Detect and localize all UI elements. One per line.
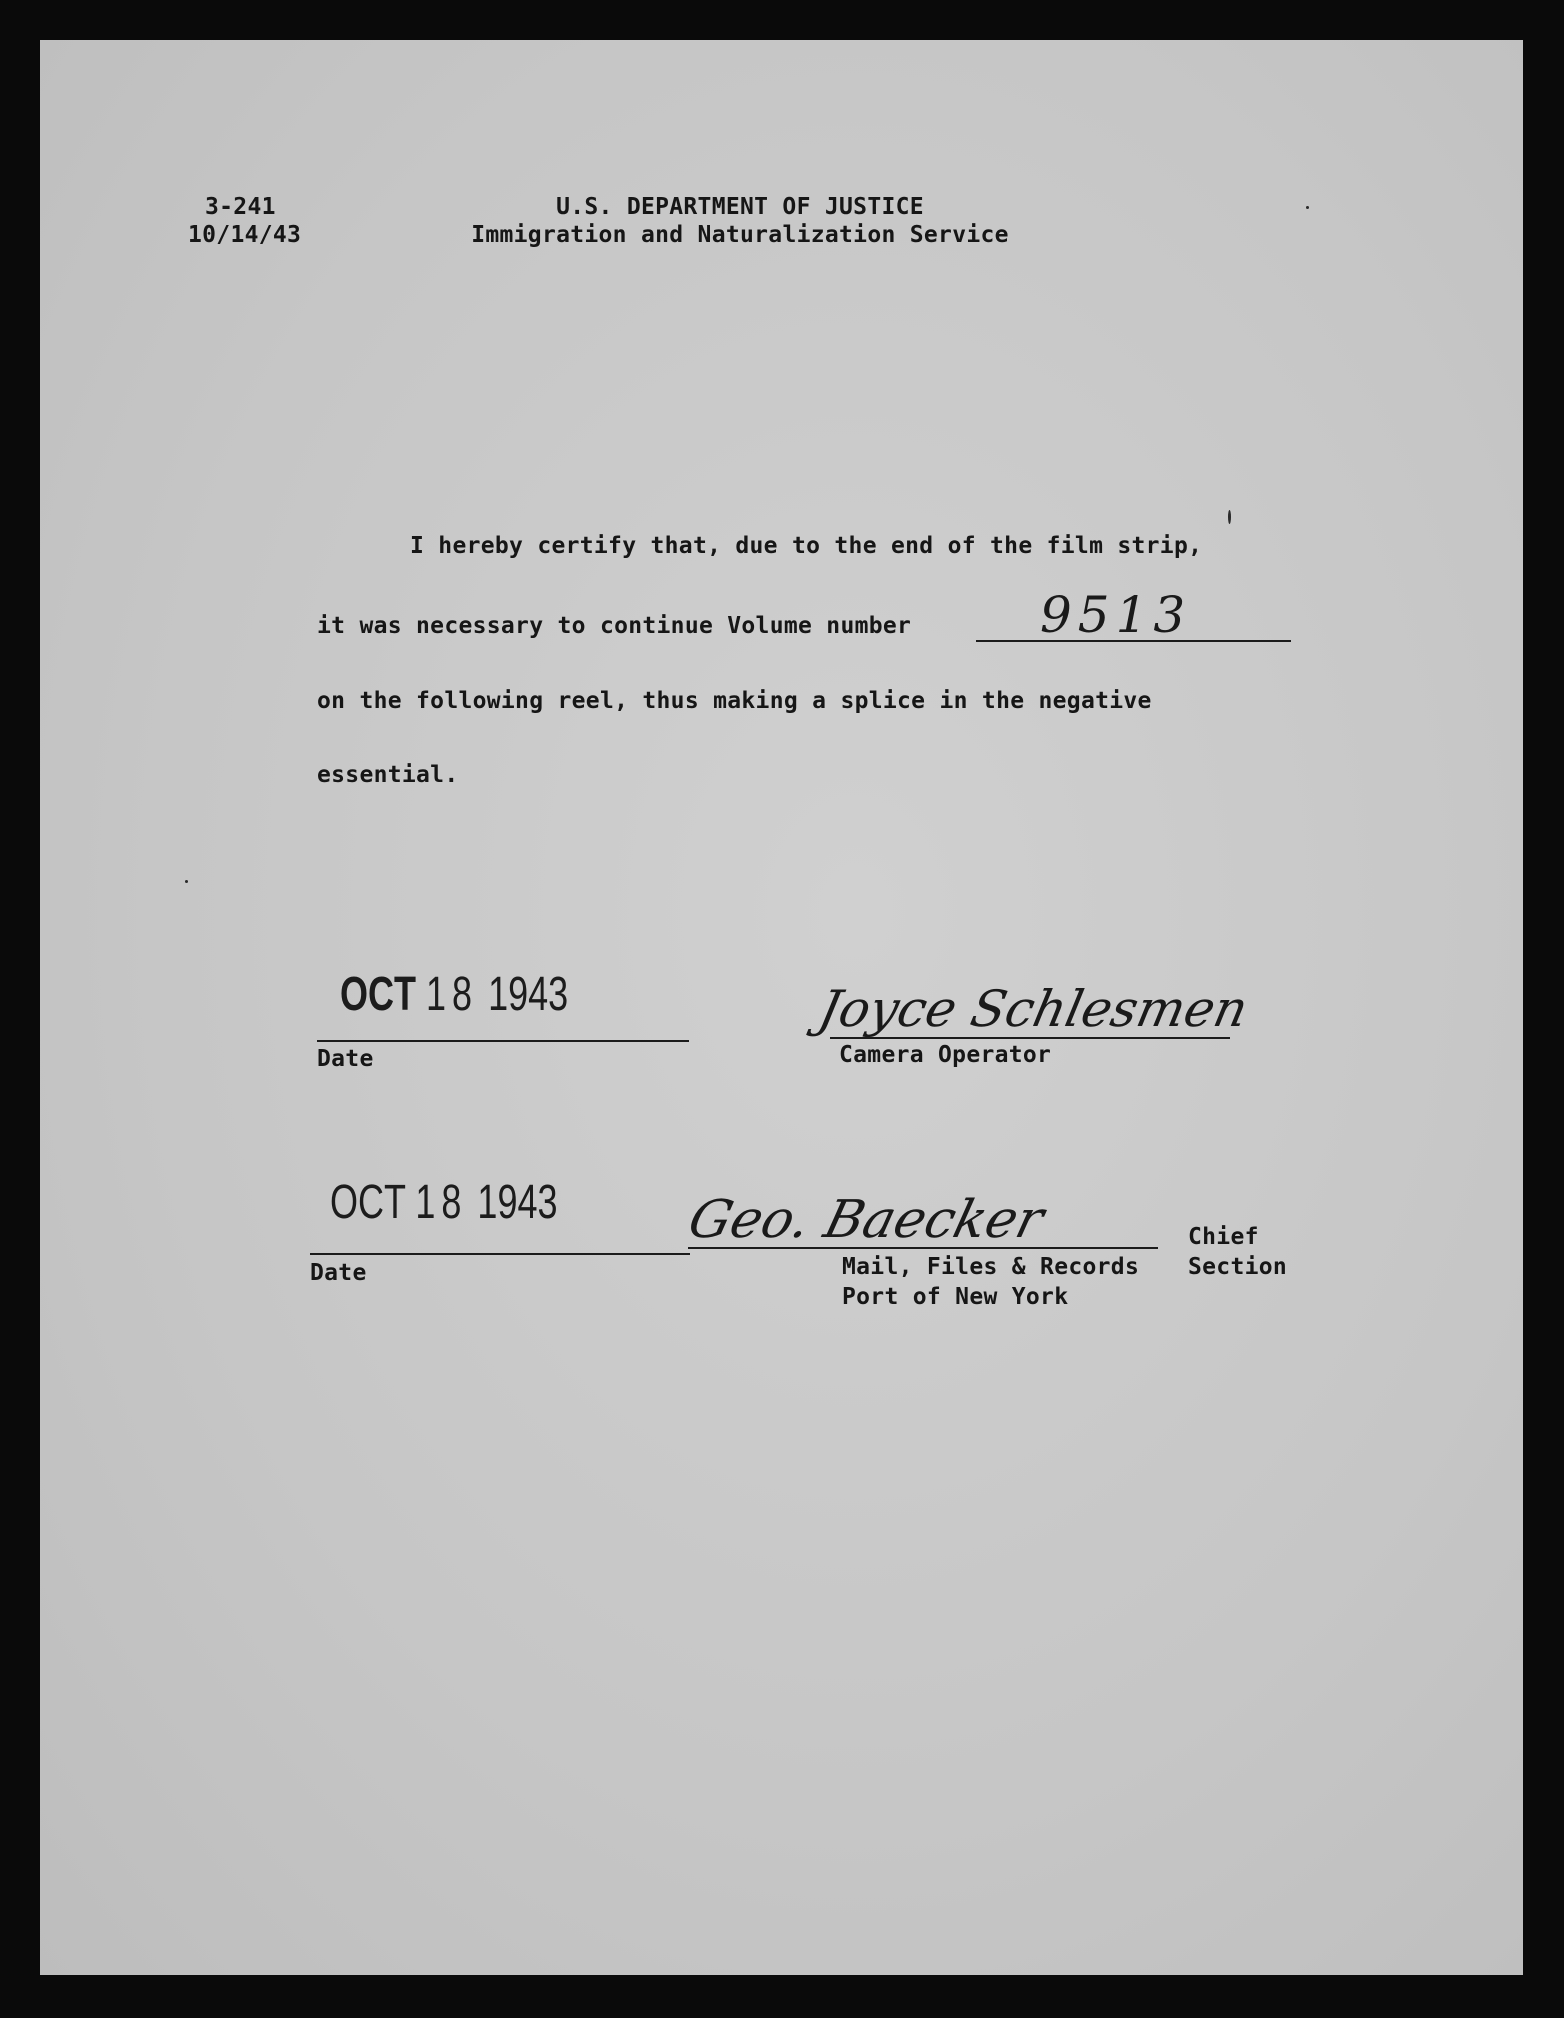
- date-line-1: [317, 1040, 689, 1042]
- form-number: 3-241: [205, 194, 276, 220]
- paper-speck: [1306, 206, 1309, 209]
- chief-signature: Geo. Baecker: [682, 1190, 1050, 1250]
- date-stamp-2: [330, 1173, 558, 1230]
- date-line-2: [310, 1253, 690, 1255]
- date-stamp-2-day: 18: [415, 1173, 468, 1229]
- paper-speck: [185, 880, 188, 883]
- volume-number-handwritten: 9513: [1040, 586, 1192, 644]
- paper-speck: [1228, 510, 1231, 524]
- date-stamp-1-month: OCT: [340, 965, 416, 1021]
- port-of-new-york-label: Port of New York: [842, 1284, 1069, 1310]
- date-stamp-1-year: 1943: [488, 965, 569, 1021]
- form-date: 10/14/43: [188, 222, 302, 248]
- camera-operator-label: Camera Operator: [839, 1042, 1052, 1068]
- signature-line-2: [688, 1247, 1158, 1249]
- department-heading: U.S. DEPARTMENT OF JUSTICE: [556, 194, 924, 220]
- service-heading: Immigration and Naturalization Service: [471, 222, 1009, 248]
- date-stamp-2-year: 1943: [477, 1173, 558, 1229]
- date-stamp-1-day: 18: [426, 965, 479, 1021]
- certification-line-3: on the following reel, thus making a splice in the negative: [317, 688, 1152, 714]
- certification-line-1: I hereby certify that, due to the end of the film strip,: [410, 533, 1203, 559]
- chief-label: Chief: [1188, 1224, 1259, 1250]
- date-stamp-1: [340, 965, 568, 1022]
- signature-line-1: [830, 1037, 1230, 1039]
- document-sheet: [40, 40, 1523, 1975]
- section-label: Section: [1188, 1254, 1288, 1280]
- date-label-1: Date: [317, 1046, 374, 1072]
- certification-line-2: it was necessary to continue Volume number: [317, 613, 912, 639]
- date-label-2: Date: [310, 1260, 367, 1286]
- date-stamp-2-month: OCT: [330, 1173, 406, 1229]
- camera-operator-signature: Joyce Schlesmen: [813, 980, 1253, 1038]
- mail-files-records-label: Mail, Files & Records: [842, 1254, 1140, 1280]
- certification-line-4: essential.: [317, 762, 459, 788]
